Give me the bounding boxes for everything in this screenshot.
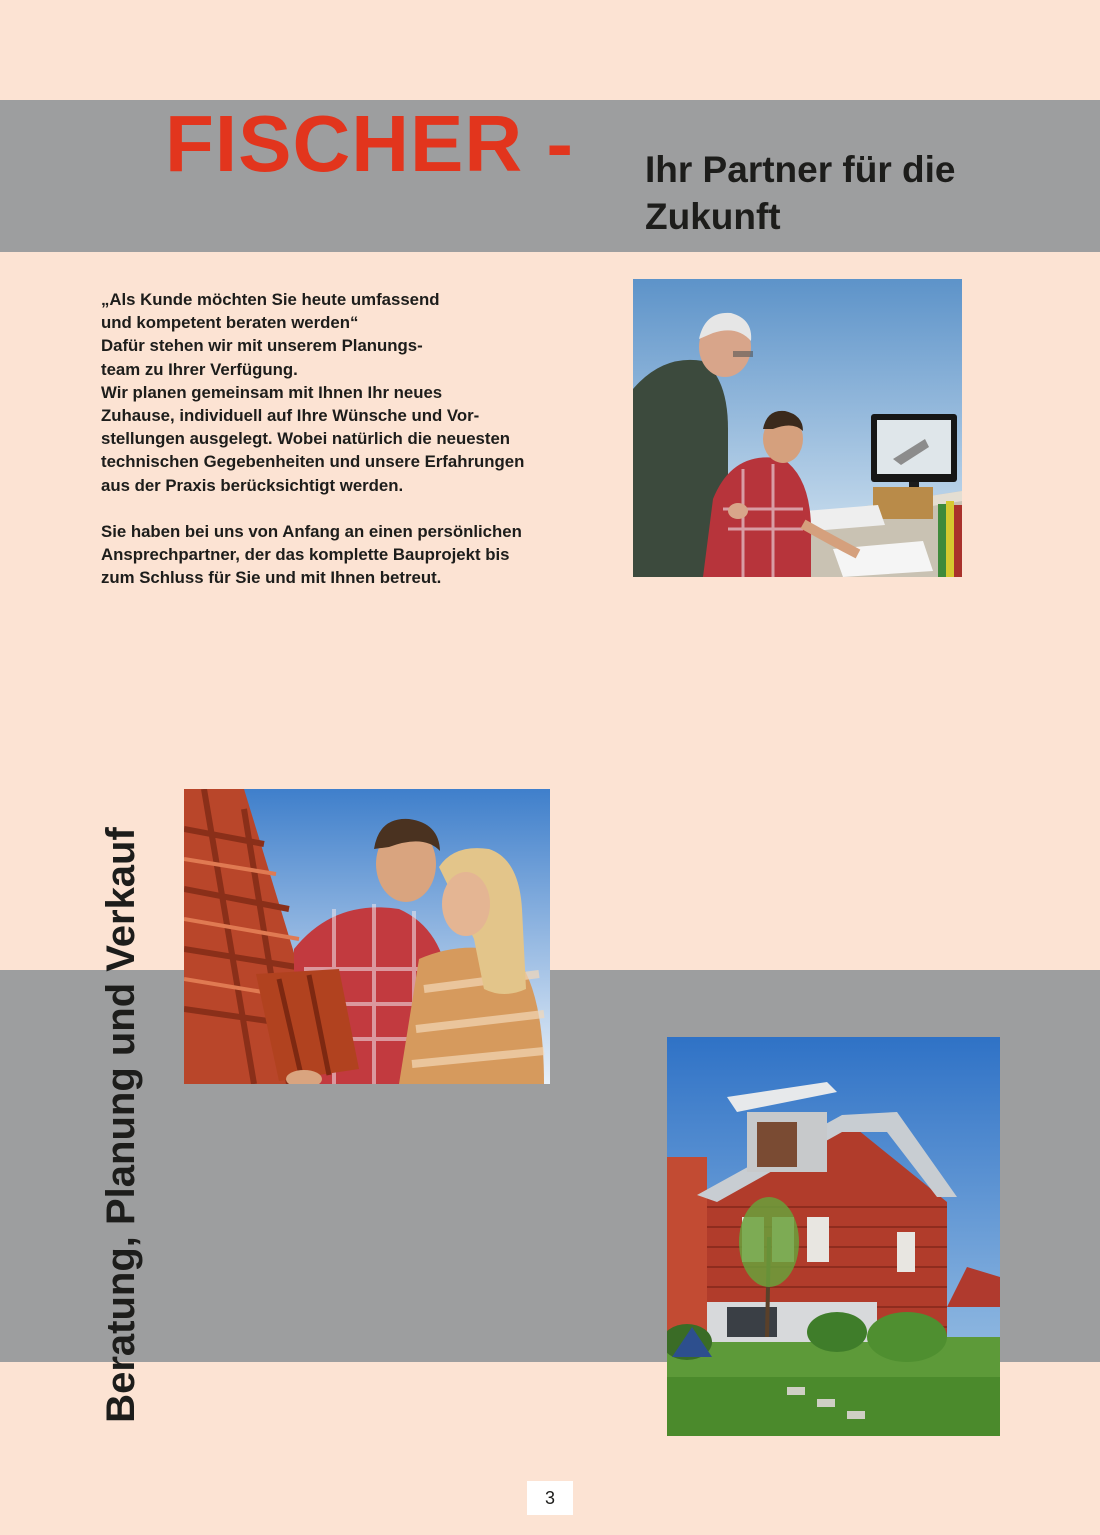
side-section-label: Beratung, Planung und Verkauf [99, 827, 143, 1423]
intro-text [101, 288, 621, 589]
tagline: Ihr Partner für die Zukunft [645, 149, 956, 237]
roof-tile-photo [184, 789, 550, 1084]
house-photo [667, 1037, 1000, 1436]
brand-title: FISCHER - [165, 99, 574, 188]
intro-paragraph-2: Sie haben bei uns von Anfang an einen persönlichen Ansprechpartner, der das komplette Bauprojekt bis zum Schluss für Sie und mit Ihnen betreut. [101, 521, 522, 588]
page-number: 3 [527, 1481, 573, 1515]
intro-paragraph-1: „Als Kunde möchten Sie heute umfassend und kompetent beraten werden“ Dafür stehen wir mit unserem Planungs- team zu Ihrer Verfügung. Wir planen gemeinsam mit Ihnen Ihr neues Zuhause, individuell auf Ihre Wünsche und Vor- stellungen ausgelegt. Wobei natürlich die neuesten technischen Gegebenheiten und unsere Erfahrungen aus der Praxis berücksichtigt werden. [101, 290, 525, 495]
office-photo [633, 279, 962, 577]
